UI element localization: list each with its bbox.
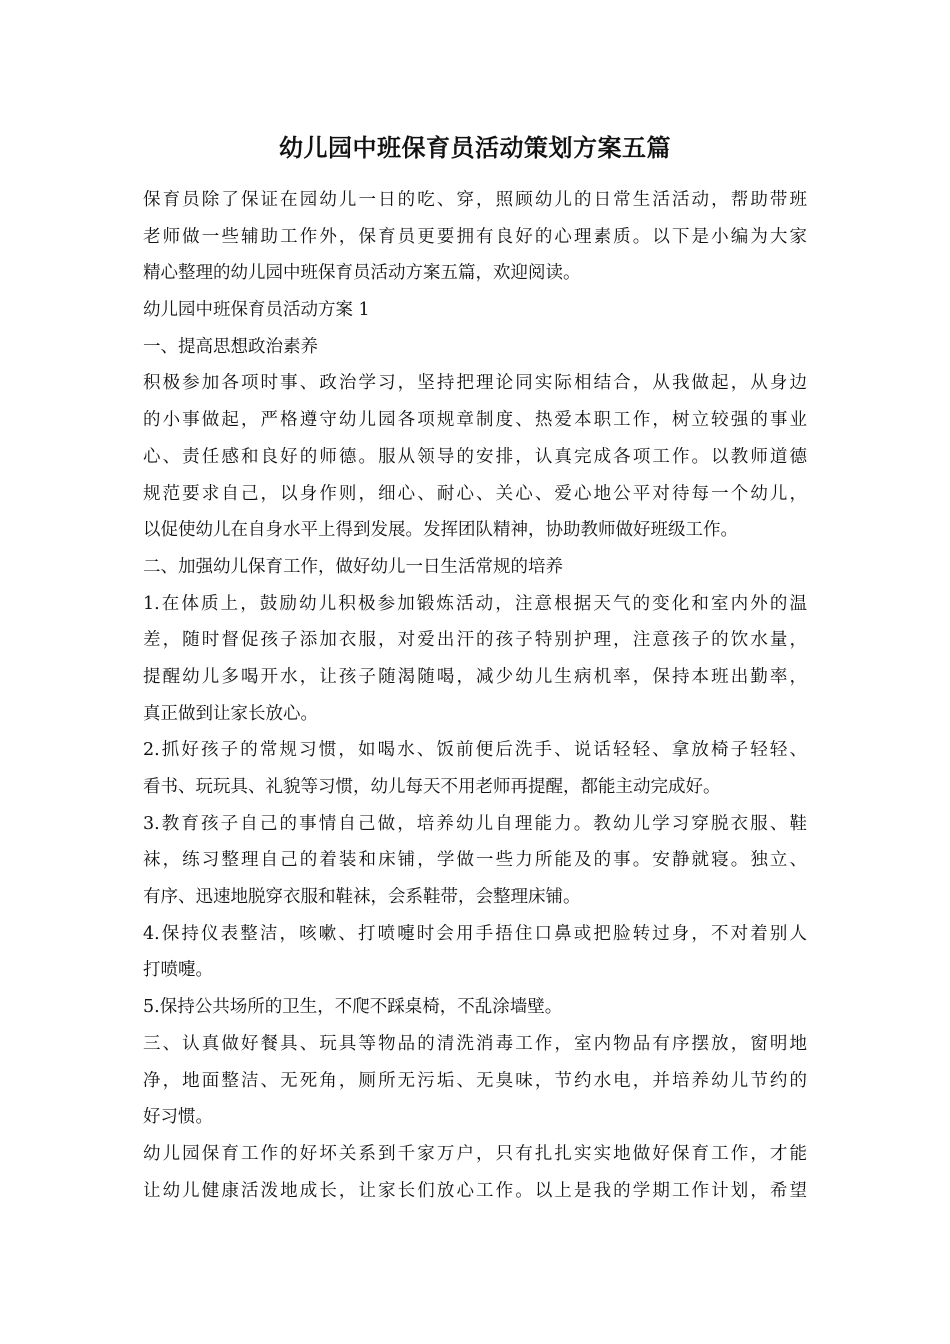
text-line: 保育员除了保证在园幼儿一日的吃、穿，照顾幼儿的日常生活活动，帮助带班	[143, 190, 807, 210]
text-line: 老师做一些辅助工作外，保育员更要拥有良好的心理素质。以下是小编为大家	[143, 226, 807, 247]
text-line: 袜，练习整理自己的着装和床铺，学做一些力所能及的事。安静就寝。独立、	[143, 850, 807, 871]
text-line: 真正做到让家长放心。	[143, 703, 318, 724]
text-line: 三、认真做好餐具、玩具等物品的清洗消毒工作，室内物品有序摆放，窗明地	[143, 1033, 807, 1054]
text-line: 让幼儿健康活泼地成长，让家长们放心工作。以上是我的学期工作计划，希望	[143, 1180, 807, 1201]
text-line: 看书、玩玩具、礼貌等习惯，幼儿每天不用老师再提醒，都能主动完成好。	[143, 777, 721, 797]
text-line: 幼儿园保育工作的好坏关系到千家万户，只有扎扎实实地做好保育工作，才能	[143, 1143, 807, 1164]
text-line: 好习惯。	[143, 1107, 213, 1128]
text-line: 2.抓好孩子的常规习惯，如喝水、饭前便后洗手、说话轻轻、拿放椅子轻轻、	[143, 740, 807, 761]
text-line: 的小事做起，严格遵守幼儿园各项规章制度、热爱本职工作，树立较强的事业	[143, 410, 807, 431]
text-line: 4.保持仪表整洁，咳嗽、打喷嚏时会用手捂住口鼻或把脸转过身，不对着别人	[143, 923, 807, 944]
text-line: 以促使幼儿在自身水平上得到发展。发挥团队精神，协助教师做好班级工作。	[143, 520, 738, 541]
text-line: 打喷嚏。	[143, 960, 213, 981]
text-line: 提醒幼儿多喝开水，让孩子随渴随喝，减少幼儿生病机率，保持本班出勤率，	[143, 666, 807, 687]
text-line: 有序、迅速地脱穿衣服和鞋袜，会系鞋带，会整理床铺。	[143, 887, 581, 908]
text-line: 净，地面整洁、无死角，厕所无污垢、无臭味，节约水电，并培养幼儿节约的	[143, 1070, 807, 1091]
text-line: 心、责任感和良好的师德。服从领导的安排，认真完成各项工作。以教师道德	[143, 446, 807, 467]
text-line: 二、加强幼儿保育工作，做好幼儿一日生活常规的培养	[143, 556, 563, 577]
text-line: 规范要求自己，以身作则，细心、耐心、关心、爱心地公平对待每一个幼儿，	[143, 483, 807, 504]
text-line: 幼儿园中班保育员活动方案 1	[143, 300, 370, 321]
text-line: 5.保持公共场所的卫生，不爬不踩桌椅，不乱涂墙壁。	[143, 997, 563, 1018]
text-line: 差，随时督促孩子添加衣服，对爱出汗的孩子特别护理，注意孩子的饮水量，	[143, 630, 807, 651]
text-line: 积极参加各项时事、政治学习，坚持把理论同实际相结合，从我做起，从身边	[143, 373, 807, 394]
text-line: 1.在体质上，鼓励幼儿积极参加锻炼活动，注意根据天气的变化和室内外的温	[143, 593, 807, 614]
text-line: 3.教育孩子自己的事情自己做，培养幼儿自理能力。教幼儿学习穿脱衣服、鞋	[143, 813, 807, 834]
document-title: 幼儿园中班保育员活动策划方案五篇	[279, 133, 671, 162]
text-line: 一、提高思想政治素养	[143, 336, 318, 357]
text-line: 精心整理的幼儿园中班保育员活动方案五篇，欢迎阅读。	[143, 263, 581, 284]
document-body	[143, 182, 807, 1209]
